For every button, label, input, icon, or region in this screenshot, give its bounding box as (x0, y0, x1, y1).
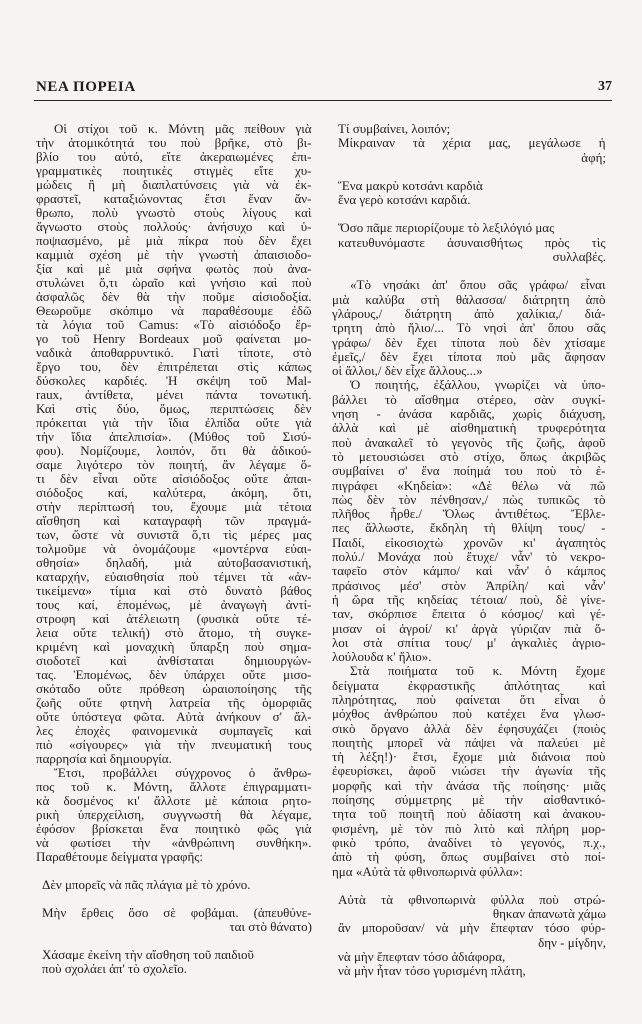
text-line: γραμματικὲς ποιητικὲς στιγμὲς εἴτε χυ- (36, 164, 312, 178)
text-line: ποίησης σύμμετρης μὲ τὴν αἰσθαντικό- (332, 793, 606, 808)
text-line: θρωπο, πολὺ γνωστὸ στοὺς λίγους καὶ (36, 206, 312, 220)
page-number: 37 (598, 79, 612, 94)
text-line: τὸ μετουσιώσει στὸ στίχο, ὅπως ἀκριβῶς (332, 449, 606, 464)
text-line: πράσινος μέσ' στὸν Ἀπρίλη/ καὶ νἆν' (332, 578, 606, 593)
text-line: «Τὸ νησάκι ἀπ' ὅπου σᾶς γράφω/ εἶναι (350, 278, 606, 293)
text-line: πλῆθος ἦρθε./ Ὅλως ἀντιθέτως. Ἔβλε- (332, 507, 606, 522)
text-line: σικὸ ὄργανο ἀλλὰ δὲν ἐφησυχάζει (ποιὸς (332, 721, 606, 736)
text-line: συμβαίνει σ' ἕνα ποίημά του ποὺ τὸ ἐ- (332, 464, 606, 479)
text-line: ἀσφαλῶς δὲν θὰ τὴν ποῦμε αἰσιοδοξία. (36, 290, 312, 304)
verse-continuation: θηκαν ἀπανωτὰ χάμω (492, 907, 606, 922)
verse-block (332, 221, 606, 264)
verse-continuation: ἀφή; (581, 150, 606, 165)
text-line: ποιητὴς μπορεῖ νὰ πάψει νὰ παλεύει μὲ (332, 735, 606, 750)
text-line: βάλλει τὸ αἴσθημα στέρεο, σὰν συγκί- (332, 392, 606, 407)
verse-continuation: ται στὸ θάνατο) (229, 920, 312, 934)
text-line: σαμε λιγότερο τὸν ποιητή, ἂν λέγαμε ὅ- (36, 458, 312, 472)
paragraph (332, 378, 606, 664)
text-line: φραστεῖ, καταξιώνοντας ἔτσι ἕναν ἄν- (36, 192, 312, 206)
text-line: βλίο του αὐτό, εἴτε ἀκεραιωμένες ἐπι- (36, 150, 312, 164)
text-line: στὴν περίπτωσή του, ἔχουμε μιὰ τέτοια (36, 500, 312, 514)
text-line: πιγράφει «Κηδεία»: «Δὲ θέλω νὰ πῶ (332, 478, 606, 493)
text-line: ἐφόσον βρίσκεται ἕνα ποιητικὸ φῶς γιὰ (36, 822, 312, 836)
text-line: αἴσθηση καὶ καταγραφὴ τῶν πραγμά- (36, 514, 312, 528)
text-line: μώδεις ἢ μὴ διαπλατύνσεις γιὰ νὰ ἐκ- (36, 178, 312, 192)
verse-line: ἕνα γερὸ κοτσάνι καρδιά. (338, 193, 471, 208)
text-line: των, ὥστε νὰ συνιστᾶ ὅ,τι τὶς μέρες μας (36, 528, 312, 542)
text-line: τὴ λέξη!)· ἔτσι, ἔχομε μιὰ διάνοια ποὺ (332, 750, 606, 765)
text-line: πιὸ «σίγουρες» γιὰ τὴν πνευματική τους (36, 738, 312, 752)
text-line: ἐφευρίσκει, ἀφοῦ νιώσει τὴν ἀγωνία τῆς (332, 764, 606, 779)
verse-line: κατευθυνόμαστε ἀσυναισθήτως πρὸς τὶς (338, 235, 606, 250)
text-line: λούλουδα κ' ἥλιο». (332, 650, 432, 665)
text-line: πολύ./ Μονάχα ποὺ ἔτυχε/ νἆν' τὸ νεκρο- (332, 550, 606, 565)
text-line: καταρχήν, εὐαισθησία ποὺ τέμνει τὰ «ἀν- (36, 570, 312, 584)
text-line: νηση - ἀνάσα καρδιᾶς, χωρὶς διάχυση, (332, 407, 606, 422)
text-line: παρρησία καὶ δημιουργία. (36, 752, 172, 766)
text-line: ζωῆς οὔτε φτηνὴ λατρεία τῆς ὁμορφιᾶς (36, 696, 312, 710)
verse-line: νὰ μὴν ἦταν τόσο γυρισμένη πλάτη, (338, 964, 526, 979)
verse-block (36, 906, 312, 934)
text-line: τὴν ἴδια ἀπελπισία». (Μύθος τοῦ Σισύ- (36, 430, 312, 444)
text-line: ρικὴ ὑπερχείλιση, συγγνωστὴ θὰ λέγαμε, (36, 808, 312, 822)
header-rule (34, 100, 612, 101)
verse-line: Δὲν μπορεῖς νὰ πᾶς πλάγια μὲ τὸ χρόνο. (42, 878, 251, 892)
text-line: πες ἄλλωστε, ἔκδηλη τὴ θλίψη τους/ - (332, 521, 606, 536)
left-column (36, 122, 312, 976)
verse-block (36, 948, 312, 976)
verse-line: Μίκραιναν τὰ χέρια μας, μεγάλωσε ἡ (338, 136, 606, 151)
text-line: λοι στὰ σπίτια τους/ μ' ἀγκαλιὲς ἀγριο- (332, 635, 606, 650)
text-line: ἄγνωστο στοὺς πολλούς· ἀνήσυχο καὶ ὑ- (36, 220, 312, 234)
verse-line: Τί συμβαίνει, λοιπόν; (338, 122, 451, 136)
right-column (332, 122, 606, 979)
text-line: τητα τοῦ ποιητῆ ποὺ ἀδίαστη καὶ ἀνακου- (332, 807, 606, 822)
text-line: στροφη καὶ ἀτέλειωτη (φυσικὰ οὔτε τέ- (36, 612, 312, 626)
text-line: ημα «Αὐτὰ τὰ φθινοπωρινὰ φύλλα»: (332, 864, 523, 879)
text-line: σιοδοτεῖ καὶ ἀνθίσταται δημιουργών- (36, 654, 312, 668)
text-line: νὰ φωτίσει τὴν «ἀνθρώπινη συνθήκη». (36, 836, 312, 850)
text-line: καμμιὰ σχέση μὲ τὴν γνωστὴ ἀπαισιοδο- (36, 248, 312, 262)
text-line: φου). Νομίζουμε, λοιπόν, ὅτι θὰ ἀδικού- (36, 444, 312, 458)
text-line: κριμένη καὶ μοναχικὴ ὕπαρξη ποὺ σημα- (36, 640, 312, 654)
text-line: σιόδοξος καί, καλύτερα, ἀκόμη, ὅτι, (36, 486, 312, 500)
text-line: ἐμεῖς,/ δὲν ἔχει τίποτα ποὺ μᾶς ἄφησαν (332, 349, 606, 364)
text-line: πος τοῦ κ. Μόντη, ἄλλοτε ἐπιγραμματι- (36, 780, 312, 794)
text-line: οὔτε ὑπόστεγα φῶτα. Αὐτὰ ἀνήκουν σ' ἄλ- (36, 710, 312, 724)
verse-line: ποὺ σχολάει ἀπ' τὸ σχολεῖο. (42, 962, 188, 976)
text-line: σθησία» δηλαδή, μιὰ αὐτοβασανιστική, (36, 556, 312, 570)
text-line: raux, ἀντίθετα, μένει πάντα τονωτική. (36, 388, 312, 402)
text-line: ταν, σκόρπισε ἔπειτα ὁ κόσμος/ καὶ γέ- (332, 607, 606, 622)
text-line: τὰ λόγια τοῦ Camus: «Τὸ αἰσιόδοξο ἔρ- (36, 318, 312, 332)
text-line: σκόταδο οὔτε πρόθεση ὡραιοποίησης τῆς (36, 682, 312, 696)
verse-line: Ἕνα μακρὺ κοτσάνι καρδιὰ (338, 178, 483, 193)
text-line: μόχθος ἀνθρώπου ποὺ κατέχει ἕνα γλωσ- (332, 707, 606, 722)
text-line: τρητη ἀπὸ ἥλιο/... Τὸ νησὶ ἀπ' ὅπου σᾶς (332, 321, 606, 336)
text-line: γο τοῦ Henry Bordeaux μοῦ φαίνεται μο- (36, 332, 312, 346)
text-line: λες ἐποχὲς φαινομενικὰ συμπαγεῖς καὶ (36, 724, 312, 738)
text-line: πρόκειται γιὰ τὴν ἴδια ἐλπίδα οὔτε γιὰ (36, 416, 312, 430)
text-line: τολμοῦμε νὰ ὀνομάζουμε «μοντέρνα εὐαι- (36, 542, 312, 556)
text-line: Ὁ ποιητής, ἐξάλλου, γνωρίζει νὰ ὑπο- (350, 378, 606, 393)
text-line: φικὸ τρόπο, ἀναδίνει τὸ γεγονός, π.χ., (332, 835, 606, 850)
text-line: λεια οὔτε τελική) στὸ ἄτομο, τὴ συγκε- (36, 626, 312, 640)
verse-line: Μὴν ἔρθεις ὅσο σὲ φοβάμαι. (ἀπευθύνε- (42, 906, 312, 920)
text-line: πὼς δὲν τὸν πένθησαν,/ πὼς τυπικῶς τὸ (332, 492, 606, 507)
text-line: ποψιασμένο, μὲ μιὰ πίκρα ποὺ δὲν ἔχει (36, 234, 312, 248)
text-line: μορφῆς καὶ τὴν ἀνάσα τῆς ποίησης· μιᾶς (332, 778, 606, 793)
text-line: στυλώνει ὅ,τι ὡραῖο καὶ γνήσιο καὶ ποὺ (36, 276, 312, 290)
text-line: τους καί, ἑπομένως, μὲ ἀναγωγὴ ἀντί- (36, 598, 312, 612)
verse-block (332, 122, 606, 165)
verse-line: Αὐτὰ τὰ φθινοπωρινὰ φύλλα ποὺ στρώ- (338, 892, 606, 907)
verse-block (36, 878, 312, 892)
text-line: ναδικὰ ἀποθαρρυντικό. Γιατὶ τίποτε, στὸ (36, 346, 312, 360)
text-line: οἱ ἄλλοι,/ δὲν εἶχε ἄλλους...» (332, 364, 483, 379)
text-line: ταφεῖο στὸν κάμπο/ καὶ νἆν' ὁ κάμπος (332, 564, 606, 579)
text-line: ἀπὸ τὴ φύση, ὅπως συμβαίνει στὸ ποί- (332, 850, 606, 865)
text-line: Ἔτσι, προβάλλει σύγχρονος ὁ ἄνθρω- (54, 766, 312, 780)
text-line: ἔργο του, δὲν ἐπιτρέπεται στὶς κάπως (36, 360, 312, 374)
text-line: Καὶ στὶς δύο, ὅμως, περιπτώσεις δὲν (36, 402, 312, 416)
verse-block (332, 179, 606, 208)
text-line: Οἱ στίχοι τοῦ κ. Μόντη μᾶς πείθουν γιὰ (54, 122, 312, 136)
running-title: ΝΕΑ ΠΟΡΕΙΑ (36, 79, 136, 95)
text-line: κὰ δοσμένος κι' ἄλλοτε μὲ κάποια ρητο- (36, 794, 312, 808)
text-line: τικείμενα» τίμια καὶ στὸ δυνατὸ βάθος (36, 584, 312, 598)
verse-line: ἂν μποροῦσαν/ νὰ μὴν ἔπεφταν τόσο φύρ- (338, 921, 606, 936)
text-line: τὴν ἀτομικότητά του ποὺ βρῆκε, στὸ βι- (36, 136, 312, 150)
text-line: δύσκολες καρδιές. Ἡ σκέψη τοῦ Mal- (36, 374, 312, 388)
verse-line: Χάσαμε ἐκείνη τὴν αἴσθηση τοῦ παιδιοῦ (42, 948, 254, 962)
paragraph (36, 766, 312, 864)
text-line: ἀλλὰ καὶ μὲ αἰσθηματικὴ τρυφερότητα (332, 421, 606, 436)
text-line: γράφω/ δὲν ἔχει τίποτα ποὺ δὲν χτίσαμε (332, 335, 606, 350)
paragraph (332, 278, 606, 378)
text-line: ξία καὶ μὲ μιὰ σφήνα φωτὸς ποὺ ἀνα- (36, 262, 312, 276)
text-line: Παιδί, εἰκοσιοχτὼ χρονῶν κι' ἀγαπητὸς (332, 535, 606, 550)
text-line: ποὺ ἀνακαλεῖ τὸ γεγονὸς τῆς ζωῆς, ἀφοῦ (332, 435, 606, 450)
text-line: μισαν οἱ ἀγροί/ κι' ἀργὰ γύριζαν πιὰ ὅ- (332, 621, 606, 636)
text-line: δείγματα ἐκφραστικῆς ἁπλότητας καὶ (332, 678, 606, 693)
verse-line: νὰ μὴν ἔπεφταν τόσο ἀδιάφορα, (338, 950, 506, 965)
text-line: πληρότητας, ποὺ φαίνεται ὅτι εἶναι ὁ (332, 692, 606, 707)
text-line: γλάρους,/ διάτρητη ἀπὸ χαλίκια,/ διά- (332, 306, 606, 321)
text-line: φισμένη, μὲ τὸν πιὸ λιτὸ καὶ πλήρη μορ- (332, 821, 606, 836)
verse-continuation: συλλαβές. (552, 250, 606, 265)
paragraph (36, 122, 312, 766)
text-line: τι δὲν εἶναι οὔτε αἰσιόδοξος οὔτε ἀπαι- (36, 472, 312, 486)
text-line: μιὰ καλύβα στὴ θάλασσα/ διάτρητη ἀπὸ (332, 292, 606, 307)
text-line: τας. Ἑπομένως, δὲν ὑπάρχει οὔτε μισο- (36, 668, 312, 682)
text-line: ἡ ὥρα τῆς κηδείας τέτοια/ ποὺ, δὲ γίνε- (332, 592, 606, 607)
text-line: Στὰ ποιήματα τοῦ κ. Μόντη ἔχομε (350, 664, 606, 679)
text-line: Παραθέτουμε δείγματα γραφῆς: (36, 850, 204, 864)
paragraph (332, 664, 606, 878)
verse-line: Ὅσο πᾶμε περιορίζουμε τὸ λεξιλόγιό μας (338, 221, 555, 236)
verse-continuation: δην - μίγδην, (538, 935, 606, 950)
verse-block (332, 893, 606, 979)
text-line: Θεωροῦμε σκόπιμο νὰ παραθέσουμε ἐδῶ (36, 304, 312, 318)
